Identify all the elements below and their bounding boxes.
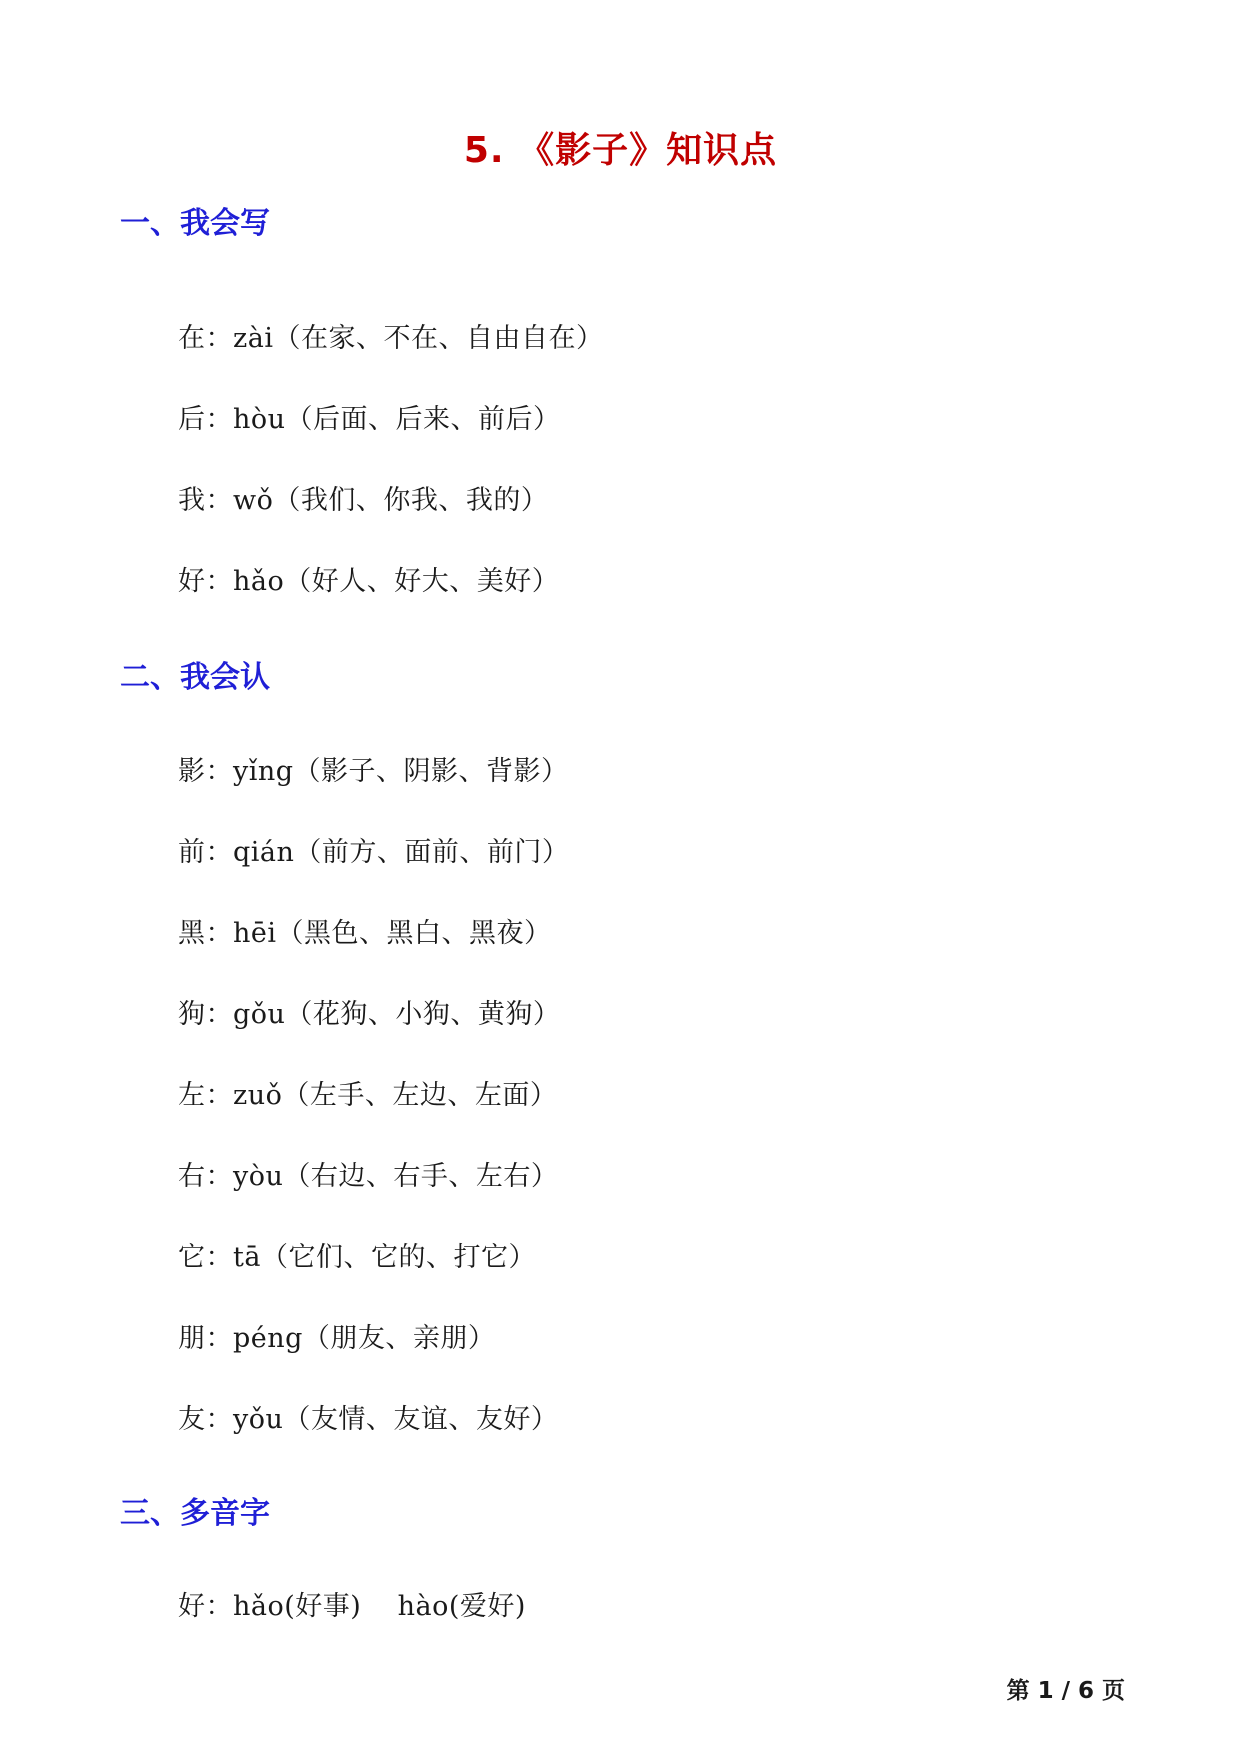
- write-entry: 我：wǒ（我们、你我、我的）: [178, 485, 549, 516]
- recognize-entry: 影：yǐng（影子、阴影、背影）: [178, 756, 569, 787]
- recognize-entry: 友：yǒu（友情、友谊、友好）: [178, 1404, 559, 1435]
- polyphone-entry: 好：hǎo(好事) hào(爱好): [178, 1591, 526, 1622]
- recognize-entry: 右：yòu（右边、右手、左右）: [178, 1161, 559, 1192]
- document-title: 5. 《影子》知识点: [463, 130, 778, 171]
- write-entry: 在：zài（在家、不在、自由自在）: [178, 323, 604, 354]
- write-entry: 好：hǎo（好人、好大、美好）: [178, 566, 560, 597]
- section-heading-polyphone: 三、多音字: [120, 1496, 270, 1531]
- write-entry: 后：hòu（后面、后来、前后）: [178, 404, 561, 435]
- recognize-entry: 它：tā（它们、它的、打它）: [178, 1242, 536, 1273]
- recognize-entry: 前：qián（前方、面前、前门）: [178, 837, 570, 868]
- page-number: 第 1 / 6 页: [1006, 1678, 1125, 1704]
- section-heading-write: 一、我会写: [120, 206, 270, 241]
- section-heading-recognize: 二、我会认: [120, 660, 270, 695]
- recognize-entry: 朋：péng（朋友、亲朋）: [178, 1323, 496, 1354]
- recognize-entry: 狗：gǒu（花狗、小狗、黄狗）: [178, 999, 561, 1030]
- recognize-entry: 黑：hēi（黑色、黑白、黑夜）: [178, 918, 552, 949]
- recognize-entry: 左：zuǒ（左手、左边、左面）: [178, 1080, 558, 1111]
